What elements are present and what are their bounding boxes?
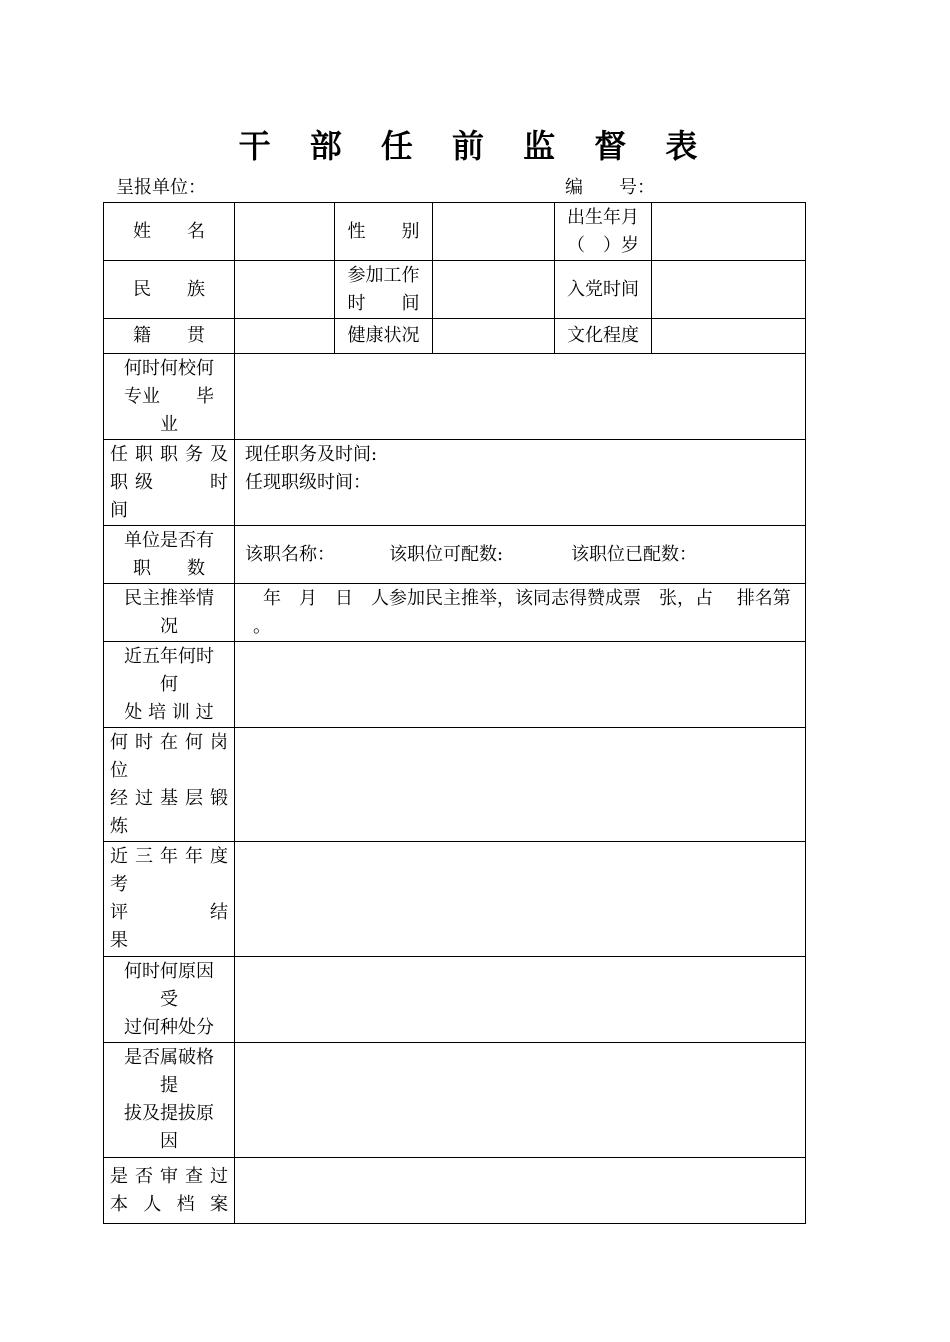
recommendation-label: 民主推举情 况 <box>104 584 235 642</box>
archive-label: 是否审查过 本人档案 <box>104 1158 235 1224</box>
position-label: 任职职务及 职级 时 间 <box>104 440 235 526</box>
gender-field[interactable] <box>433 203 555 261</box>
health-label: 健康状况 <box>335 319 433 354</box>
graduation-label: 何时何校何 专业 毕 业 <box>104 354 235 440</box>
work-start-field[interactable] <box>433 261 555 319</box>
name-label: 姓 名 <box>104 203 235 261</box>
graduation-field[interactable] <box>235 354 806 440</box>
promotion-field[interactable] <box>235 1043 806 1158</box>
gender-label: 性 别 <box>335 203 433 261</box>
current-position-text: 现任职务及时间: <box>245 444 378 465</box>
grassroots-field[interactable] <box>235 728 806 842</box>
promotion-label: 是否属破格 提 拔及提拔原 因 <box>104 1043 235 1158</box>
birth-date-label: 出生年月 （ ）岁 <box>555 203 652 261</box>
party-join-field[interactable] <box>652 261 806 319</box>
supervision-form-table <box>103 202 806 1224</box>
vacancy-field[interactable] <box>235 526 806 584</box>
discipline-label: 何时何原因 受 过何种处分 <box>104 957 235 1043</box>
position-field[interactable] <box>235 440 806 526</box>
recommendation-field[interactable] <box>235 584 806 642</box>
native-place-field[interactable] <box>235 319 335 354</box>
training-label: 近五年何时 何 处 培 训 过 <box>104 642 235 728</box>
education-field[interactable] <box>652 319 806 354</box>
ethnicity-label: 民 族 <box>104 261 235 319</box>
health-field[interactable] <box>433 319 555 354</box>
name-field[interactable] <box>235 203 335 261</box>
current-rank-text: 任现职级时间： <box>245 472 371 493</box>
archive-field[interactable] <box>235 1158 806 1224</box>
page-title: 干 部 任 前 监 督 表 <box>238 127 712 165</box>
reporting-unit-label: 呈报单位： <box>116 177 206 198</box>
assessment-label: 近三年年度 考 评 结 果 <box>104 842 235 957</box>
recommendation-text-end: 。 <box>253 615 271 637</box>
serial-number-label: 编 号： <box>565 177 655 198</box>
vacancy-filled-text: 该职位已配数： <box>571 543 697 565</box>
vacancy-name-text: 该职名称： <box>245 543 335 565</box>
vacancy-quota-text: 该职位可配数: <box>389 543 504 565</box>
native-place-label: 籍 贯 <box>104 319 235 354</box>
birth-date-field[interactable] <box>652 203 806 261</box>
ethnicity-field[interactable] <box>235 261 335 319</box>
training-field[interactable] <box>235 642 806 728</box>
recommendation-text: 年 月 日 人参加民主推举，该同志得赞成票 张，占 排名第 <box>263 587 791 609</box>
education-label: 文化程度 <box>555 319 652 354</box>
work-start-label: 参加工作 时 间 <box>335 261 433 319</box>
discipline-field[interactable] <box>235 957 806 1043</box>
vacancy-label: 单位是否有 职 数 <box>104 526 235 584</box>
assessment-field[interactable] <box>235 842 806 957</box>
grassroots-label: 何时在何岗 位 经过基层锻 炼 <box>104 728 235 842</box>
party-join-label: 入党时间 <box>555 261 652 319</box>
